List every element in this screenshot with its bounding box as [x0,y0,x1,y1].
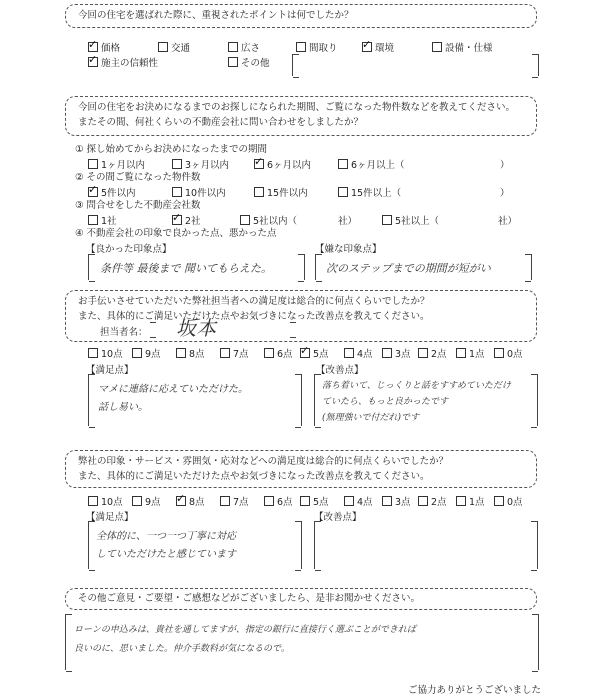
q2-sub1-opt-4[interactable]: 6ヶ月以上（ [338,157,405,171]
checkbox-icon [362,42,372,52]
q4-bad-field[interactable] [314,521,538,569]
q1-question: 今回の住宅を選ばれた際に、重視されたポイントは何でしたか？ [78,10,354,21]
q2-sub4-title: ④ 不動産会社の印象で良かった点、悪かった点 [75,228,277,239]
q4-score-option[interactable]: 3点 [382,494,411,508]
q3-bad-label: 【改善点】 [316,365,364,376]
checkbox-icon [456,348,466,358]
q2-bad-text: 次のステップまでの期間が短がい [326,262,491,275]
checkbox-icon [296,42,306,52]
checkbox-icon [240,215,250,225]
q3-score-option[interactable]: 4点 [344,346,373,360]
q2-good-label: 【良かった印象点】 [86,244,172,255]
checkbox-icon [88,187,98,197]
q2-sub3-opt-2[interactable]: ✓ 2社 [172,213,201,227]
checkbox-icon [158,42,168,52]
checkbox-icon [338,159,348,169]
q3-staff-label: 担当者名： [100,327,148,338]
q4-bad-label: 【改善点】 [314,512,362,523]
checkbox-icon [172,215,182,225]
q2-sub3-opt-3[interactable]: 5社以内（ [240,213,297,227]
q4-good-label: 【満足点】 [86,512,134,523]
checkbox-icon [132,496,142,506]
q1-option-trust[interactable]: ✓施主の信頼性 [88,55,158,69]
checkbox-icon [220,348,230,358]
q2-sub1-suffix: ） [500,160,510,171]
q3-bad-line-1: 落ち着いて、じっくりと話をすすめていただけ [322,381,511,391]
checkbox-icon [88,42,98,52]
checkbox-icon [172,187,182,197]
q3-score-option[interactable]: 10点 [88,346,123,360]
checkbox-icon [88,215,98,225]
checkbox-icon [176,496,186,506]
checkbox-icon [300,348,310,358]
q2-good-text: 条件等 最後まで 聞いてもらえた。 [100,262,272,275]
q5-question: その他ご意見・ご要望・ご感想などがございましたら、是非お聞かせください。 [78,593,421,604]
q2-sub3-title: ③ 問合せをした不動産会社数 [75,200,201,211]
q3-score-option[interactable]: 9点 [132,346,161,360]
checkbox-icon [432,42,442,52]
q2-question-line1: 今回の住宅をお決めになるまでのお探しになられた期間、ご覧になった物件数などを教えてください。 [78,102,516,113]
checkbox-icon [344,348,354,358]
q1-option-equipment[interactable]: 設備・仕様 [432,40,493,54]
q4-question-line2: また、具体的にご満足いただけた点やお気づきになった改善点を教えてください。 [78,471,430,482]
q2-sub3-opt-4[interactable]: 5社以上（ [382,213,439,227]
checkbox-icon [88,57,98,67]
q3-staff-name: 坂本 [176,316,216,340]
q3-bad-line-3: (無理強いで付だれ)です [322,413,420,423]
checkbox-icon [176,348,186,358]
checkbox-icon [382,215,392,225]
q4-score-option[interactable]: 2点 [418,494,447,508]
q3-good-line-2: 話し易い。 [98,402,148,413]
q3-score-option[interactable]: 6点 [264,346,293,360]
checkbox-icon [494,496,504,506]
q3-good-line-1: マメに連絡に応えていただけた。 [98,384,248,395]
q3-score-option[interactable]: 7点 [220,346,249,360]
q4-score-option[interactable]: 6点 [264,494,293,508]
q3-score-option[interactable]: 8点 [176,346,205,360]
checkbox-icon [88,159,98,169]
q1-option-transport[interactable]: 交通 [158,40,190,54]
checkbox-icon [382,496,392,506]
checkbox-icon [132,348,142,358]
checkbox-icon [228,57,238,67]
checkbox-icon [300,496,310,506]
checkbox-icon [494,348,504,358]
checkbox-icon [344,496,354,506]
q2-sub1-opt-1[interactable]: 1ヶ月以内 [88,157,145,171]
q1-option-other[interactable]: その他 [228,55,270,69]
checkbox-icon [254,187,264,197]
q2-sub1-opt-3[interactable]: ✓ 6ヶ月以内 [254,157,311,171]
q3-score-option[interactable]: ✓ 5点 [300,346,329,360]
q1-option-size[interactable]: 広さ [228,40,260,54]
footer-thanks: ご協力ありがとうございました [408,685,542,696]
checkbox-icon [172,159,182,169]
q2-sub2-opt-1[interactable]: ✓5件以内 [88,185,136,199]
q4-score-option[interactable]: 7点 [220,494,249,508]
checkbox-icon [264,496,274,506]
q4-score-option[interactable]: 10点 [88,494,123,508]
checkbox-icon [264,348,274,358]
q2-sub1-opt-2[interactable]: 3ヶ月以内 [172,157,229,171]
q4-score-option[interactable]: 1点 [456,494,485,508]
checkbox-icon [418,496,428,506]
q3-staff-field[interactable] [150,322,296,336]
checkbox-icon [228,42,238,52]
q4-score-option[interactable]: 0点 [494,494,523,508]
q2-sub3-unit2: 社） [498,216,518,227]
q5-line-2: 良いのに、思いました。仲介手数料が気になるので。 [74,644,290,654]
q2-sub3-unit1: 社） [338,216,358,227]
q5-line-1: ローンの申込みは、貴社を通してますが、指定の銀行に直接行く選ぶことができれば [74,625,416,635]
checkbox-icon [220,496,230,506]
q3-score-option[interactable]: 0点 [494,346,523,360]
q2-sub1-title: ① 探し始めてからお決めになったまでの期間 [75,144,268,155]
q4-score-option[interactable]: ✓ 8点 [176,494,205,508]
q4-score-option[interactable]: 9点 [132,494,161,508]
q1-option-layout[interactable]: 間取り [296,40,338,54]
q4-good-line-1: 全体的に、一つ一つ丁寧に対応 [96,531,236,542]
q4-score-option[interactable]: 4点 [344,494,373,508]
q1-option-price[interactable]: ✓価格 [88,40,120,54]
q1-option-environment[interactable]: ✓ 環境 [362,40,394,54]
q2-sub2-title: ② その間ご覧になった物件数 [75,172,201,183]
q3-good-label: 【満足点】 [86,365,134,376]
checkbox-icon [338,187,348,197]
q3-question-line2: また、具体的にご満足いただけた点やお気づきになった改善点を教えてください。 [78,311,430,322]
q3-score-option[interactable]: 2点 [418,346,447,360]
checkbox-icon [254,159,264,169]
checkbox-icon [88,496,98,506]
q2-sub2-opt-2[interactable]: 10件以内 [172,185,226,199]
q3-score-option[interactable]: 1点 [456,346,485,360]
checkbox-icon [88,348,98,358]
q1-other-field[interactable] [292,54,539,76]
q4-question-line1: 弊社の印象・サービス・雰囲気・応対などへの満足度は総合的に何点くらいでしたか？ [78,456,449,467]
q2-sub3-opt-1[interactable]: 1社 [88,213,117,227]
q2-sub2-opt-4[interactable]: 15件以上（ [338,185,401,199]
q3-score-option[interactable]: 3点 [382,346,411,360]
q4-good-line-2: していただけたと感じています [96,549,236,560]
q3-question-line1: お手伝いさせていただいた弊社担当者への満足度は総合的に何点くらいでしたか？ [78,296,430,307]
checkbox-icon [456,496,466,506]
q4-score-option[interactable]: 5点 [300,494,329,508]
q2-bad-label: 【嫌な印象点】 [315,244,382,255]
q2-question-line2: またその間、何社くらいの不動産会社に問い合わせをしましたか？ [78,117,364,128]
q2-sub2-opt-3[interactable]: 15件以内 [254,185,308,199]
q2-sub2-suffix: ） [500,188,510,199]
q3-bad-line-2: ていたら、もっと良かったです [322,397,449,407]
checkbox-icon [418,348,428,358]
checkbox-icon [382,348,392,358]
